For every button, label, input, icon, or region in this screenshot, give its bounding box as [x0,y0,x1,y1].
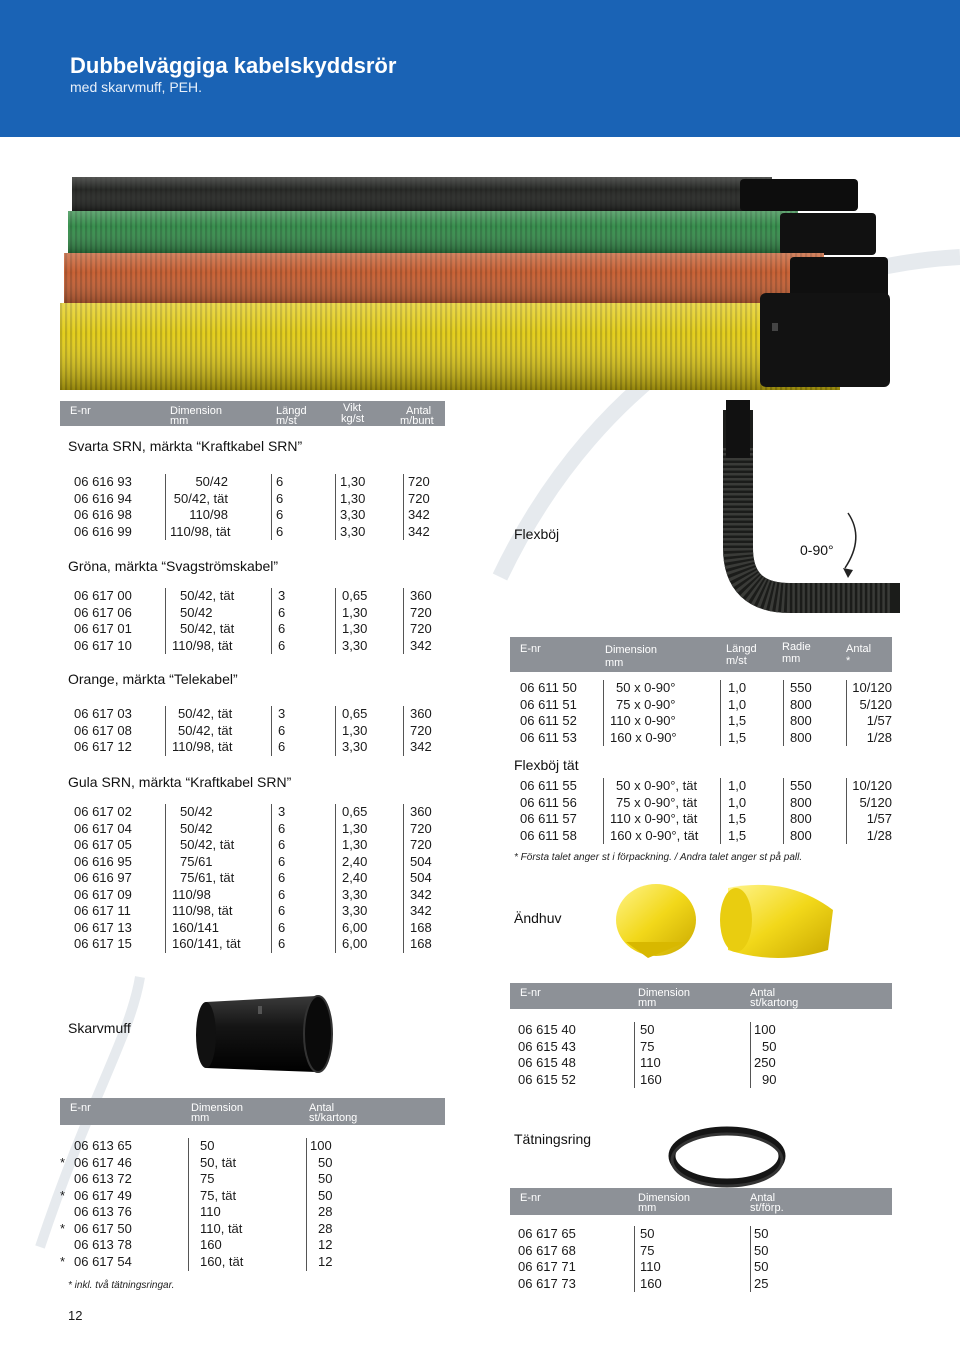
header-dimension: Dimension [638,1192,690,1204]
column-rule [165,804,166,953]
table-row: 06 611 52 110 x 0-90° 1,5 800 1/57 [520,713,892,728]
header-antal-unit: m/bunt [400,415,434,427]
column-rule [403,804,404,953]
flexboj-tat-rows [520,778,892,844]
table-row: 06 617 08 50/42, tät 6 1,30 720 [74,722,432,738]
table-row: 06 617 03 50/42, tät 3 0,65 360 [74,706,432,721]
header-enr: E-nr [520,643,541,655]
header-langd: Längd [276,405,307,417]
table-row: 06 616 94 50/42, tät 6 1,30 720 [74,490,430,506]
tatningsring-rows [518,1226,818,1292]
table-row: 06 615 40 50 100 [518,1022,776,1037]
column-rule [403,706,404,756]
flexboj-photo [690,398,910,628]
header-vikt: Vikt [343,402,362,414]
table-row: 06 617 12 110/98, tät 6 3,30 342 [74,739,432,754]
header-antal-star: * [846,655,851,667]
page-number: 12 [68,1308,83,1323]
header-dimension-unit: mm [605,657,624,669]
table-row: 06 617 01 50/42, tät 6 1,30 720 [74,621,432,636]
andhuv-table-header [510,983,892,1009]
flexboj-table-header [510,637,892,672]
header-antal: Antal [750,1192,776,1204]
header-dimension-unit: mm [170,415,189,427]
flexboj-title: Flexböj [514,526,560,542]
table-row: 06 615 52 160 90 [518,1071,777,1087]
section-title-green: Gröna, märkta “Svagströmskabel” [68,558,279,574]
header-langd: Längd [726,643,757,655]
skarvmuff-footnote: * inkl. två tätningsringar. [68,1280,175,1291]
main-table-header [60,401,445,426]
page-title: Dubbelväggiga kabelskyddsrör [70,53,397,78]
table-row: 06 617 00 50/42, tät 3 0,65 360 [74,588,432,603]
column-rule [271,474,272,540]
table-row: 06 617 13 160/141 6 6,00 168 [74,919,432,935]
table-row: 06 617 11 110/98, tät 6 3,30 342 [74,903,432,918]
table-row: 06 617 06 50/42 6 1,30 720 [74,604,432,620]
skarvmuff-table-header [60,1098,445,1125]
sealing-ring-photo [665,1124,790,1192]
table-row: 06 617 02 50/42 3 0,65 360 [74,804,432,819]
flexboj-rows [520,680,892,746]
table-row: 06 616 93 50/42 6 1,30 720 [74,474,430,489]
column-rule [335,706,336,756]
header-radie: Radie [782,641,811,653]
table-row: 06 613 72 75 50 [74,1171,333,1186]
header-dimension-unit: mm [191,1112,210,1124]
table-row: * 06 617 46 50, tät 50 [60,1154,333,1170]
table-row: 06 613 78 160 12 [74,1237,333,1252]
table-row: 06 615 43 75 50 [518,1038,777,1054]
column-rule [783,778,784,844]
endcap-photo [608,880,848,962]
table-row: 06 611 51 75 x 0-90° 1,0 800 5/120 [520,696,892,712]
table-row: 06 617 15 160/141, tät 6 6,00 168 [74,936,432,951]
main-rows-yellow [74,804,444,953]
coupling-photo [196,990,341,1080]
column-rule [720,680,721,746]
section-title-black: Svarta SRN, märkta “Kraftkabel SRN” [68,438,303,454]
column-rule [783,680,784,746]
column-rule [335,804,336,953]
column-rule [335,474,336,540]
column-rule [750,1226,751,1292]
header-antal-unit: st/förp. [750,1202,784,1214]
table-row: 06 611 55 50 x 0-90°, tät 1,0 550 10/120 [520,778,892,793]
table-row: 06 617 71 110 50 [518,1259,769,1274]
header-enr: E-nr [520,1192,541,1204]
header-vikt-unit: kg/st [341,413,365,425]
header-dimension: Dimension [605,644,657,656]
column-rule [603,778,604,844]
column-rule [271,588,272,654]
column-rule [335,588,336,654]
flexboj-tat-title: Flexböj tät [514,757,579,773]
column-rule [165,474,166,540]
table-row: 06 617 04 50/42 6 1,30 720 [74,820,432,836]
header-enr: E-nr [70,405,91,417]
table-row: 06 611 57 110 x 0-90°, tät 1,5 800 1/57 [520,811,892,826]
column-rule [603,680,604,746]
table-row: * 06 617 54 160, tät 12 [60,1253,333,1269]
header-langd-unit: m/st [726,655,747,667]
table-row: 06 617 73 160 25 [518,1275,769,1291]
andhuv-title: Ändhuv [514,910,562,926]
section-title-orange: Orange, märkta “Telekabel” [68,671,238,687]
header-langd-unit: m/st [276,415,297,427]
column-rule [165,706,166,756]
skarvmuff-rows [60,1138,360,1270]
table-row: 06 611 58 160 x 0-90°, tät 1,5 800 1/28 [520,827,892,843]
section-title-yellow: Gula SRN, märkta “Kraftkabel SRN” [68,774,292,790]
header-antal: Antal [846,643,872,655]
column-rule [403,474,404,540]
table-row: 06 617 68 75 50 [518,1242,769,1258]
flexboj-footnote: * Första talet anger st i förpackning. / Andra talet anger st på pall. [514,852,803,863]
header-antal-unit: st/kartong [309,1112,358,1124]
table-row: 06 615 48 110 250 [518,1055,776,1070]
column-rule [271,706,272,756]
header-antal: Antal [750,987,776,999]
angle-label: 0-90° [800,542,834,558]
table-row: * 06 617 49 75, tät 50 [60,1187,333,1203]
column-rule [271,804,272,953]
main-rows-green [74,588,444,654]
header-enr: E-nr [520,987,541,999]
main-rows-orange [74,706,444,756]
header-enr: E-nr [70,1102,91,1114]
pipes-photo [60,175,900,390]
header-antal: Antal [406,405,432,417]
column-rule [634,1022,635,1088]
column-rule [188,1138,189,1271]
table-row: 06 617 65 50 50 [518,1226,769,1241]
table-row: 06 611 50 50 x 0-90° 1,0 550 10/120 [520,680,892,695]
main-rows-black [74,474,444,540]
tatningsring-title: Tätningsring [514,1131,592,1147]
header-antal: Antal [309,1102,335,1114]
table-row: 06 611 56 75 x 0-90°, tät 1,0 800 5/120 [520,794,892,810]
table-row: 06 617 10 110/98, tät 6 3,30 342 [74,637,432,653]
table-row: 06 617 05 50/42, tät 6 1,30 720 [74,837,432,852]
tatningsring-table-header [510,1188,892,1215]
column-rule [403,588,404,654]
table-row: 06 616 95 75/61 6 2,40 504 [74,853,432,869]
column-rule [846,680,847,746]
table-row: * 06 617 50 110, tät 28 [60,1220,333,1236]
table-row: 06 613 76 110 28 [74,1204,333,1219]
column-rule [306,1138,307,1271]
table-row: 06 616 99 110/98, tät 6 3,30 342 [74,523,430,539]
column-rule [165,588,166,654]
header-dimension-unit: mm [638,997,657,1009]
header-dimension: Dimension [638,987,690,999]
page-subtitle: med skarvmuff, PEH. [70,79,203,95]
column-rule [846,778,847,844]
header-dimension: Dimension [170,405,222,417]
header-dimension-unit: mm [638,1202,657,1214]
table-row: 06 613 65 50 100 [74,1138,332,1153]
header-dimension: Dimension [191,1102,243,1114]
column-rule [634,1226,635,1292]
skarvmuff-title: Skarvmuff [68,1020,131,1036]
column-rule [720,778,721,844]
table-row: 06 616 98 110/98 6 3,30 342 [74,507,430,522]
column-rule [750,1022,751,1088]
header-antal-unit: st/kartong [750,997,799,1009]
andhuv-rows [518,1022,818,1088]
table-row: 06 616 97 75/61, tät 6 2,40 504 [74,870,432,885]
table-row: 06 611 53 160 x 0-90° 1,5 800 1/28 [520,729,892,745]
header-radie-unit: mm [782,653,801,665]
table-row: 06 617 09 110/98 6 3,30 342 [74,886,432,902]
